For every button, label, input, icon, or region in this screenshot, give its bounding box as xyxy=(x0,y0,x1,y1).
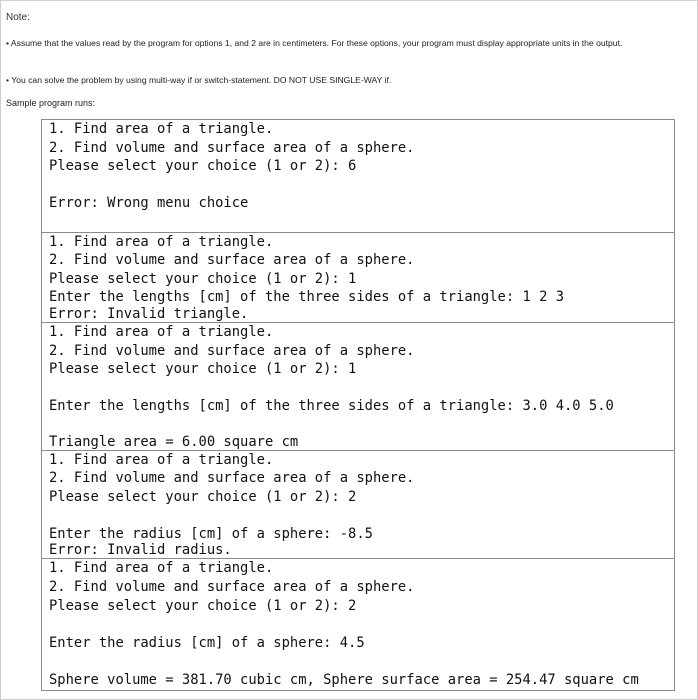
console-line: 1. Find area of a triangle. xyxy=(49,323,274,340)
console-line: Please select your choice (1 or 2): 2 xyxy=(49,488,357,505)
console-line: Please select your choice (1 or 2): 6 xyxy=(49,158,357,175)
sample-run-3 xyxy=(41,323,675,451)
console-blank-line xyxy=(49,652,668,671)
console-line: 1. Find area of a triangle. xyxy=(49,451,274,468)
run-padding xyxy=(49,213,668,232)
console-line: Sphere volume = 381.70 cubic cm, Sphere surface area = 254.47 square cm xyxy=(49,672,639,689)
console-line: Error: Wrong menu choice xyxy=(49,195,249,212)
sample-runs-label: Sample program runs: xyxy=(6,98,96,108)
console-line: 1. Find area of a triangle. xyxy=(49,121,274,137)
note-bullet-units: • Assume that the values read by the program for options 1, and 2 are in centimeters. For these options, your program must display appropriate units in the output. xyxy=(6,38,623,48)
note-bullet-multiway: • You can solve the problem by using multi-way if or switch-statement. DO NOT USE SINGLE-WAY if. xyxy=(6,75,392,85)
console-line: 2. Find volume and surface area of a sphere. xyxy=(49,252,415,269)
console-line: Enter the radius [cm] of a sphere: -8.5 xyxy=(49,525,373,542)
console-blank-line xyxy=(49,176,668,195)
console-line: 1. Find area of a triangle. xyxy=(49,233,274,250)
console-line: Enter the radius [cm] of a sphere: 4.5 xyxy=(49,634,365,651)
console-blank-line xyxy=(49,416,668,435)
console-line: 2. Find volume and surface area of a sphere. xyxy=(49,342,415,359)
sample-runs-container xyxy=(41,119,675,691)
sample-run-4 xyxy=(41,451,675,560)
console-line: 2. Find volume and surface area of a sphere. xyxy=(49,139,415,156)
console-line: Please select your choice (1 or 2): 2 xyxy=(49,597,357,614)
console-line: Triangle area = 6.00 square cm xyxy=(49,433,299,450)
console-line: Please select your choice (1 or 2): 1 xyxy=(49,270,357,287)
console-line: Error: Invalid radius. xyxy=(49,542,232,559)
note-label: Note: xyxy=(6,12,30,23)
console-line: Enter the lengths [cm] of the three sides of a triangle: 1 2 3 xyxy=(49,289,564,306)
console-blank-line xyxy=(49,379,668,398)
console-line: 1. Find area of a triangle. xyxy=(49,560,274,577)
sample-run-1 xyxy=(41,119,675,233)
console-line: 2. Find volume and surface area of a sphere. xyxy=(49,470,415,487)
console-line: Please select your choice (1 or 2): 1 xyxy=(49,361,357,378)
console-blank-line xyxy=(49,615,668,634)
sample-run-2 xyxy=(41,233,675,323)
console-line: Enter the lengths [cm] of the three sides of a triangle: 3.0 4.0 5.0 xyxy=(49,398,614,415)
console-line: Error: Invalid triangle. xyxy=(49,305,249,322)
sample-run-5 xyxy=(41,559,675,690)
console-line: 2. Find volume and surface area of a sphere. xyxy=(49,579,415,596)
console-blank-line xyxy=(49,506,668,525)
